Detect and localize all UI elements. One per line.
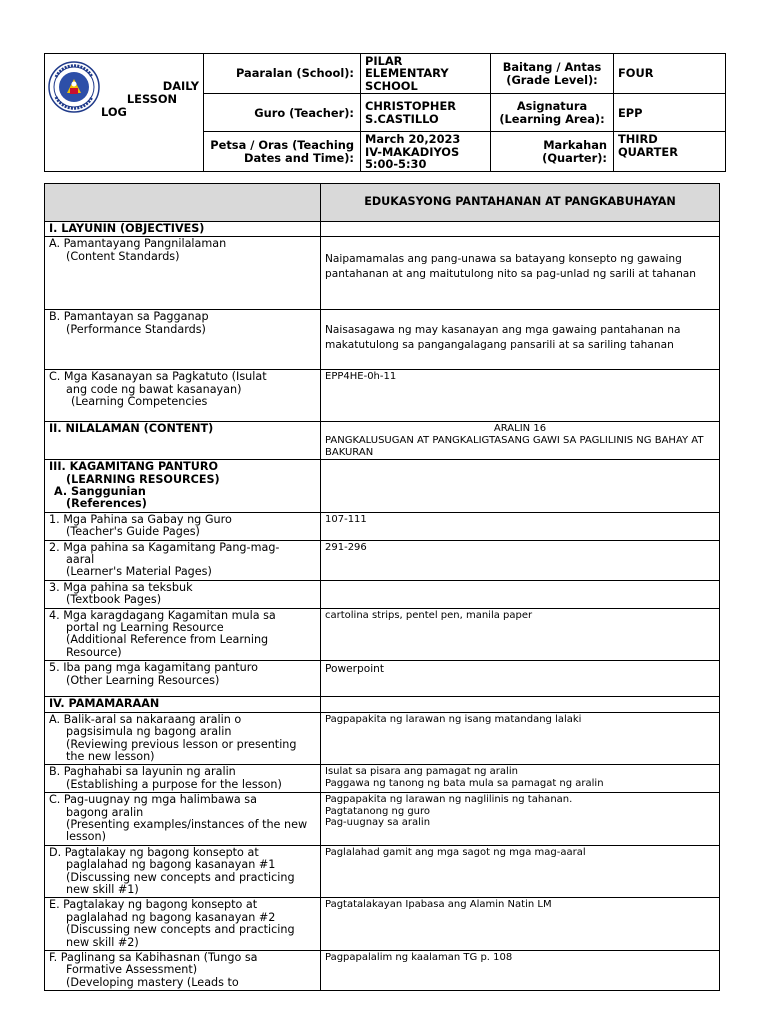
purpose-value-1: Isulat sa pisara ang pamagat ng aralin — [325, 766, 518, 778]
lm-pages-row — [45, 540, 321, 580]
purpose-sub: (Establishing a purpose for the lesson) — [66, 777, 282, 791]
area-label: Asignatura (Learning Area): — [491, 94, 614, 132]
table-header-blank — [45, 184, 321, 222]
section-value: IV-MAKADIYOS — [365, 144, 460, 159]
daily-lesson-log-title — [97, 80, 204, 119]
examples-row — [45, 793, 321, 846]
review-label: A. Balik-aral sa nakaraang aralin o — [49, 712, 242, 726]
discussion-2-sub: (Discussing new concepts and practicing new skill #2) — [66, 923, 295, 949]
quarter-label: Markahan (Quarter): — [491, 132, 614, 172]
examples-value-2: Pagtatanong ng guro — [325, 805, 431, 817]
additional-reference-label2: portal ng Learning Resource — [66, 621, 224, 635]
lesson-title: PANGKALUSUGAN AT PANGKALIGTASANG GAWI SA PAGLILINIS NG BAHAY AT BAKURAN — [325, 435, 704, 458]
school-label: Paaralan (School): — [204, 54, 361, 94]
resources-row — [45, 460, 321, 513]
other-resources-row — [45, 661, 321, 697]
tg-pages-label: 1. Mga Pahina sa Gabay ng Guro — [49, 512, 232, 526]
time-value: 5:00-5:30 — [365, 157, 427, 172]
competencies-value: EPP4HE-0h-11 — [321, 370, 720, 422]
examples-value-cell — [321, 793, 720, 846]
subject-title: EDUKASYONG PANTAHANAN AT PANGKABUHAYAN — [321, 184, 720, 222]
title-line: DAILY — [162, 79, 199, 93]
tg-pages-value: 107-111 — [321, 512, 720, 540]
content-value-cell — [321, 422, 720, 460]
purpose-label: B. Paghahabi sa layunin ng aralin — [49, 765, 236, 779]
examples-label2: bagong aralin — [66, 805, 144, 819]
content-standards-row — [45, 237, 321, 310]
performance-standards-label: B. Pamantayan sa Pagganap — [49, 310, 209, 324]
mastery-label2: Formative Assessment) — [66, 963, 198, 977]
lm-pages-value: 291-296 — [321, 540, 720, 580]
examples-sub: (Presenting examples/instances of the new lesson) — [66, 817, 308, 844]
textbook-pages-sub: (Textbook Pages) — [66, 593, 162, 607]
logo-cell — [45, 54, 204, 172]
performance-standards-value: Naisasagawa ng may kasanayan ang mga gawaing pantahanan na makatutulong sa pangangalagang pansarili at sa sariling tahanan — [321, 310, 720, 370]
additional-reference-sub: (Additional Reference from Learning Resource) — [66, 633, 269, 659]
review-label2: pagsisimula ng bagong aralin — [66, 725, 232, 739]
objectives-blank — [321, 222, 720, 237]
date-value-cell — [361, 132, 491, 172]
quarter-value: THIRD QUARTER — [614, 132, 726, 172]
date-value: March 20,2023 — [365, 132, 461, 147]
school-value: PILAR ELEMENTARY SCHOOL — [361, 54, 491, 94]
review-row — [45, 712, 321, 765]
teacher-label: Guro (Teacher): — [204, 94, 361, 132]
mastery-row — [45, 951, 321, 991]
textbook-pages-label: 3. Mga pahina sa teksbuk — [49, 580, 193, 594]
other-resources-value: Powerpoint — [321, 661, 720, 697]
content-standards-sub: (Content Standards) — [66, 249, 180, 263]
teacher-value: CHRISTOPHER S.CASTILLO — [361, 94, 491, 132]
header-table — [44, 53, 726, 172]
lm-pages-label: 2. Mga pahina sa Kagamitang Pang-mag- — [49, 540, 280, 554]
discussion-1-sub: (Discussing new concepts and practicing new skill #1) — [66, 870, 295, 896]
discussion-2-label: E. Pagtalakay ng bagong konsepto at — [49, 898, 258, 912]
lm-pages-sub: (Learner's Material Pages) — [66, 565, 212, 579]
other-resources-label: 5. Iba pang mga kagamitang panturo — [49, 661, 258, 675]
additional-reference-row — [45, 608, 321, 661]
resources-blank — [321, 460, 720, 513]
additional-reference-value: cartolina strips, pentel pen, manila paper — [321, 608, 720, 661]
tg-pages-row — [45, 512, 321, 540]
examples-value-3: Pag-uugnay sa aralin — [325, 817, 431, 829]
discussion-2-label2: paglalahad ng bagong kasanayan #2 — [66, 910, 276, 924]
purpose-value-2: Paggawa ng tanong ng bata mula sa pamagat ng aralin — [325, 777, 604, 789]
content-standards-value: Naipamamalas ang pang-unawa sa batayang konsepto ng gawaing pantahanan at ang maitutulong nito sa pag-unlad ng sarili at tahanan — [321, 237, 720, 310]
procedures-heading: IV. PAMAMARAAN — [45, 697, 321, 712]
deped-seal-icon — [48, 61, 100, 113]
mastery-label: F. Paglinang sa Kabihasnan (Tungo sa — [49, 951, 258, 964]
title-line: LESSON — [126, 92, 178, 106]
textbook-pages-value — [321, 580, 720, 608]
additional-reference-label: 4. Mga karagdagang Kagamitan mula sa — [49, 608, 276, 622]
examples-value-1: Pagpapakita ng larawan ng naglilinis ng tahanan. — [325, 794, 573, 806]
references-heading: A. Sanggunian — [54, 485, 146, 498]
competencies-label: C. Mga Kasanayan sa Pagkatuto (Isulat — [49, 370, 267, 384]
resources-heading2: (LEARNING RESOURCES) — [66, 472, 220, 486]
discussion-2-row — [45, 898, 321, 951]
objectives-heading: I. LAYUNIN (OBJECTIVES) — [45, 222, 321, 237]
performance-standards-sub: (Performance Standards) — [66, 322, 206, 336]
area-value: EPP — [614, 94, 726, 132]
competencies-sub: (Learning Competencies — [71, 395, 208, 409]
content-heading: II. NILALAMAN (CONTENT) — [45, 422, 321, 460]
textbook-pages-row — [45, 580, 321, 608]
resources-heading: III. KAGAMITANG PANTURO — [49, 460, 218, 474]
discussion-1-value: Paglalahad gamit ang mga sagot ng mga mag-aaral — [321, 845, 720, 898]
competencies-row — [45, 370, 321, 422]
discussion-1-label2: paglalahad ng bagong kasanayan #1 — [66, 858, 276, 872]
discussion-1-row — [45, 845, 321, 898]
grade-value: FOUR — [614, 54, 726, 94]
purpose-value-cell — [321, 765, 720, 793]
lesson-log-table — [44, 183, 720, 991]
performance-standards-row — [45, 310, 321, 370]
references-heading2: (References) — [66, 497, 147, 511]
other-resources-sub: (Other Learning Resources) — [66, 673, 220, 687]
competencies-label2: ang code ng bawat kasanayan) — [66, 382, 242, 396]
grade-label: Baitang / Antas (Grade Level): — [491, 54, 614, 94]
discussion-2-value: Pagtatalakayan Ipabasa ang Alamin Natin LM — [321, 898, 720, 951]
mastery-sub: (Developing mastery (Leads to — [66, 975, 239, 989]
examples-label: C. Pag-uugnay ng mga halimbawa sa — [49, 793, 257, 807]
review-sub: (Reviewing previous lesson or presenting the new lesson) — [66, 737, 297, 763]
lm-pages-label2: aaral — [66, 553, 95, 567]
procedures-blank — [321, 697, 720, 712]
review-value: Pagpapakita ng larawan ng isang matandang lalaki — [321, 712, 720, 765]
tg-pages-sub: (Teacher's Guide Pages) — [66, 525, 200, 539]
title-line: LOG — [101, 105, 127, 119]
discussion-1-label: D. Pagtalakay ng bagong konsepto at — [49, 845, 259, 859]
date-label: Petsa / Oras (Teaching Dates and Time): — [204, 132, 361, 172]
lesson-number: ARALIN 16 — [493, 423, 547, 435]
content-standards-label: A. Pamantayang Pangnilalaman — [49, 237, 227, 251]
mastery-value: Pagpapalalim ng kaalaman TG p. 108 — [321, 951, 720, 991]
purpose-row — [45, 765, 321, 793]
